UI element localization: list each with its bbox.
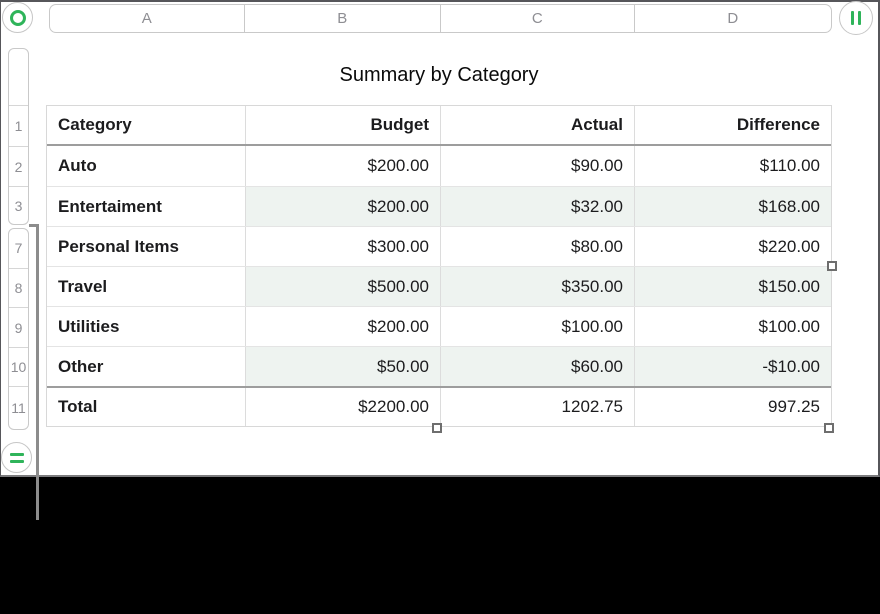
table-header-row <box>47 106 831 146</box>
column-ref-d[interactable]: D <box>634 5 832 32</box>
add-row-icon <box>10 460 24 463</box>
column-ref-a[interactable]: A <box>141 10 152 27</box>
column-reference-bar <box>49 4 832 33</box>
cell-budget[interactable]: $50.00 <box>245 347 440 386</box>
cell-total-budget[interactable]: $2200.00 <box>245 388 440 426</box>
cell-total-difference[interactable]: 997.25 <box>634 388 831 426</box>
cell-actual[interactable]: $32.00 <box>440 187 634 226</box>
table-handle-button[interactable] <box>2 2 33 33</box>
cell-actual[interactable]: $350.00 <box>440 267 634 306</box>
cell-budget[interactable]: $200.00 <box>245 187 440 226</box>
cell-total-actual[interactable]: 1202.75 <box>440 388 634 426</box>
summary-table <box>46 105 832 427</box>
add-row-button[interactable] <box>1 442 32 473</box>
cell-difference[interactable]: $168.00 <box>634 187 831 226</box>
add-column-button[interactable] <box>839 1 873 35</box>
cell-budget[interactable]: $200.00 <box>245 146 440 186</box>
cell-category[interactable]: Entertaiment <box>58 196 162 216</box>
cell-actual[interactable]: $100.00 <box>440 307 634 346</box>
cell-category[interactable]: Other <box>58 356 104 376</box>
row-ref-2[interactable]: 2 <box>9 146 28 187</box>
cell-actual[interactable]: $60.00 <box>440 347 634 386</box>
table-row <box>47 346 831 386</box>
cell-budget[interactable]: $300.00 <box>245 227 440 266</box>
add-row-icon <box>10 453 24 456</box>
row-reference-strip-lower <box>8 228 29 430</box>
column-ref-b[interactable]: B <box>244 5 441 32</box>
header-difference[interactable]: Difference <box>634 106 831 144</box>
add-column-icon <box>851 11 854 25</box>
cell-difference[interactable]: $110.00 <box>634 146 831 186</box>
resize-handle-bottom[interactable] <box>432 423 442 433</box>
row-ref-11[interactable]: 11 <box>9 386 28 429</box>
resize-handle-right[interactable] <box>827 261 837 271</box>
cell-total-label[interactable]: Total <box>58 397 98 416</box>
cell-category[interactable]: Auto <box>58 156 97 175</box>
table-title[interactable]: Summary by Category <box>339 64 539 86</box>
cell-difference[interactable]: $220.00 <box>634 227 831 266</box>
cell-difference[interactable]: $100.00 <box>634 307 831 346</box>
row-ref-9[interactable]: 9 <box>9 307 28 347</box>
table-handle-icon <box>10 10 26 26</box>
hidden-rows-callout-line <box>36 224 39 520</box>
table-row <box>47 146 831 186</box>
row-reference-strip-upper <box>8 48 29 225</box>
table-row <box>47 186 831 226</box>
table-row <box>47 226 831 266</box>
cell-category[interactable]: Personal Items <box>58 236 179 256</box>
cell-actual[interactable]: $80.00 <box>440 227 634 266</box>
add-column-icon <box>858 11 861 25</box>
table-total-row <box>47 386 831 426</box>
row-ref-10[interactable]: 10 <box>9 347 28 387</box>
row-ref-3[interactable]: 3 <box>9 186 28 224</box>
header-category[interactable]: Category <box>58 115 132 134</box>
column-ref-c[interactable]: C <box>440 5 634 32</box>
cell-category[interactable]: Travel <box>58 276 108 296</box>
cell-category[interactable]: Utilities <box>58 316 120 336</box>
resize-handle-corner[interactable] <box>824 423 834 433</box>
row-ref-8[interactable]: 8 <box>9 268 28 308</box>
row-ref-1[interactable]: 1 <box>9 105 28 146</box>
cell-actual[interactable]: $90.00 <box>440 146 634 186</box>
cell-budget[interactable]: $500.00 <box>245 267 440 306</box>
cell-difference[interactable]: $150.00 <box>634 267 831 306</box>
header-actual[interactable]: Actual <box>440 106 634 144</box>
table-row <box>47 266 831 306</box>
row-ref-title[interactable] <box>9 49 28 105</box>
cell-budget[interactable]: $200.00 <box>245 307 440 346</box>
row-ref-7[interactable]: 7 <box>14 240 23 257</box>
table-row <box>47 306 831 346</box>
header-budget[interactable]: Budget <box>245 106 440 144</box>
cell-difference[interactable]: -$10.00 <box>634 347 831 386</box>
